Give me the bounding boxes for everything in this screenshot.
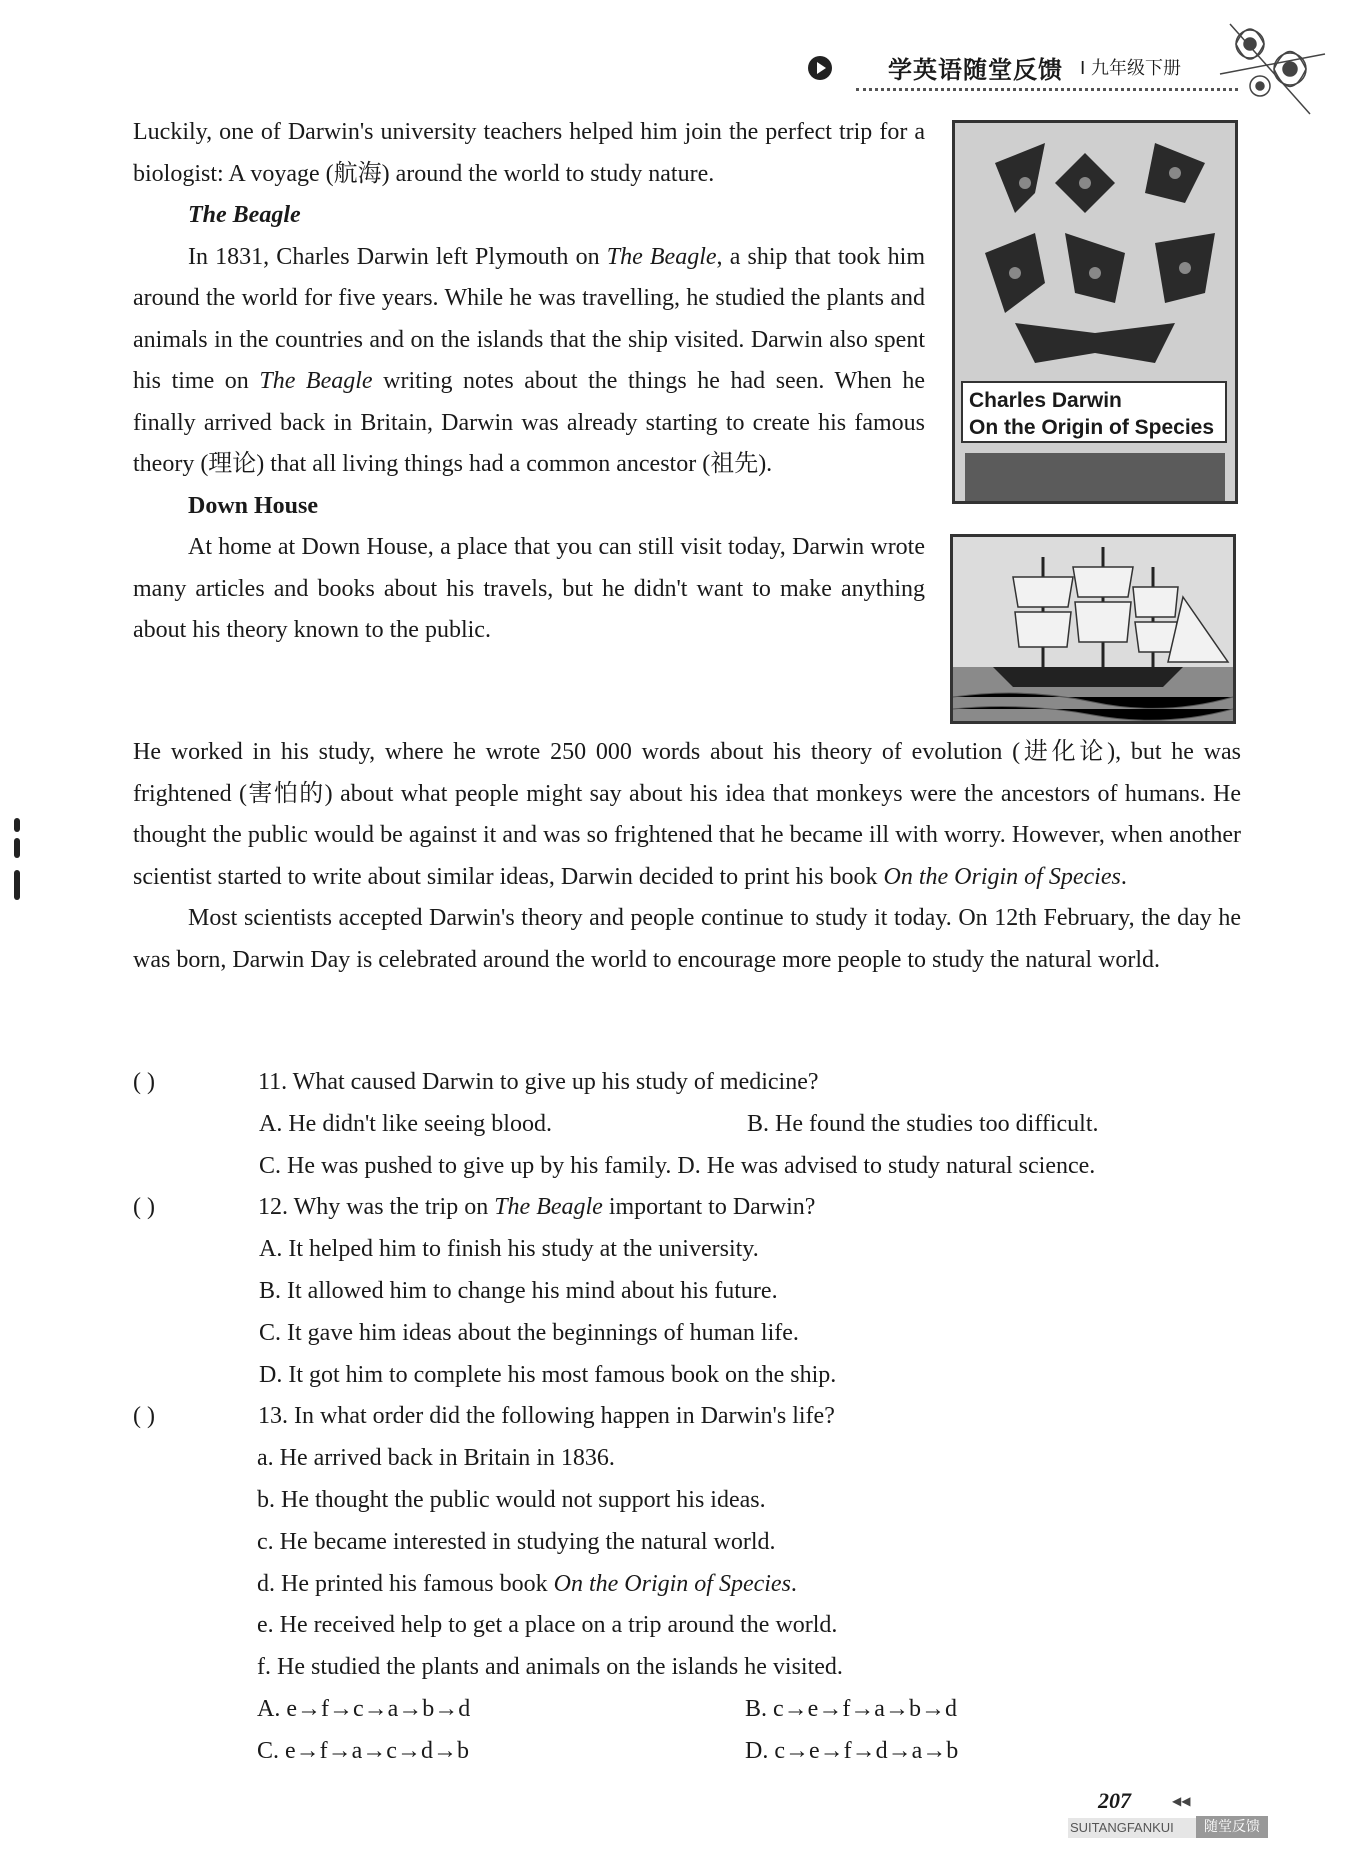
- ship-image: [950, 534, 1236, 724]
- ship-name: The Beagle: [606, 243, 717, 270]
- book-cover-image: [952, 120, 1238, 504]
- paragraph: [133, 732, 1241, 898]
- option-b[interactable]: B. c→e→f→a→b→d: [745, 1695, 957, 1722]
- decorative-flower-icon: [1210, 14, 1330, 124]
- option-a[interactable]: A. It helped him to finish his study at the university.: [259, 1236, 759, 1263]
- options-row: [133, 1146, 1253, 1188]
- margin-mark: [14, 838, 20, 858]
- passage-column-bottom: [133, 732, 1241, 981]
- punctuation: .: [790, 1570, 797, 1597]
- double-arrow-icon: ◀◀: [1172, 1794, 1191, 1808]
- answer-blank[interactable]: ( ): [133, 1069, 155, 1095]
- footer-english: SUITANGFANKUI: [1070, 1820, 1174, 1835]
- question-stem: 13. In what order did the following happen in Darwin's life?: [258, 1403, 835, 1430]
- question-13: [133, 1396, 1253, 1438]
- event-item: f. He studied the plants and animals on the islands he visited.: [257, 1654, 843, 1681]
- page-number: 207: [1098, 1788, 1131, 1813]
- event-item: b. He thought the public would not support his ideas.: [257, 1486, 766, 1513]
- question-12: [133, 1187, 1253, 1229]
- option-c[interactable]: C. It gave him ideas about the beginnings of human life.: [259, 1319, 799, 1346]
- answer-blank[interactable]: ( ): [133, 1403, 155, 1430]
- event-item: [133, 1564, 1253, 1606]
- section-heading-beagle: The Beagle: [188, 202, 301, 228]
- option-c[interactable]: C. e→f→a→c→d→b: [257, 1737, 469, 1764]
- book-title: 学英语随堂反馈: [888, 56, 1063, 84]
- paragraph-text: He worked in his study, where he wrote 250 000 words about his theory of evolution (进化论), but he was frightened (害怕的) about what people might say about his idea that monkeys were the ancestors of humans. He thought the public would be against it and was so frightened that he became ill with worry. However, when another scientist started to write about similar ideas, Darwin decided to print his book: [133, 739, 1241, 890]
- options-row: [133, 1104, 1253, 1146]
- paragraph-text: writing notes about the things he had seen. When he finally arrived back in Britain, Darwin was already starting to create his famous theory (理论) that all living things had a common ancestor (祖先).: [133, 368, 925, 477]
- punctuation: .: [1120, 863, 1127, 890]
- book-title-italic: On the Origin of Species: [553, 1570, 791, 1597]
- ship-name: The Beagle: [259, 368, 373, 394]
- option-b[interactable]: B. It allowed him to change his mind about his future.: [259, 1277, 778, 1304]
- page-header: [808, 48, 1238, 92]
- play-arrow-icon: [808, 56, 832, 80]
- sailing-ship-illustration: [953, 537, 1233, 721]
- margin-mark: [14, 818, 20, 832]
- option-a[interactable]: A. e→f→c→a→b→d: [257, 1695, 471, 1722]
- paragraph: Most scientists accepted Darwin's theory and people continue to study it today. On 12th February, the day he was born, Darwin Day is celebrated around the world to encourage more people to study the natural world.: [133, 905, 1241, 973]
- caption-title: On the Origin of Species: [969, 416, 1215, 439]
- passage-column-top: [133, 112, 925, 652]
- option-d[interactable]: D. He was advised to study natural science.: [677, 1152, 1096, 1179]
- caption-author: Charles Darwin: [969, 389, 1122, 412]
- section-heading-down-house: Down House: [188, 492, 319, 519]
- answer-blank[interactable]: ( ): [133, 1194, 155, 1221]
- image-caption: [961, 381, 1227, 443]
- butterfly-illustration: [955, 123, 1235, 501]
- paragraph-text: , a ship that took him around the world for five years. While he was travelling, he studied the plants and animals in the countries and on the islands that the ship visited. Darwin also spent his time on: [133, 243, 925, 394]
- paragraph: [133, 237, 925, 486]
- event-item: a. He arrived back in Britain in 1836.: [257, 1445, 615, 1472]
- event-item: e. He received help to get a place on a trip around the world.: [257, 1612, 838, 1639]
- option-c[interactable]: C. He was pushed to give up by his family.: [259, 1152, 672, 1179]
- question-stem: important to Darwin?: [602, 1194, 816, 1221]
- margin-mark: [14, 870, 20, 900]
- options-row: [133, 1689, 1253, 1731]
- question-stem: 12. Why was the trip on: [258, 1194, 495, 1221]
- event-text: d. He printed his famous book: [257, 1570, 554, 1597]
- options-row: [133, 1731, 1253, 1773]
- footer-chinese: 随堂反馈: [1196, 1816, 1268, 1838]
- book-subtitle: Ⅰ 九年级下册: [1080, 58, 1182, 79]
- paragraph: Luckily, one of Darwin's university teachers helped him join the perfect trip for a biologist: A voyage (航海) around the world to study nature.: [133, 119, 925, 187]
- option-b[interactable]: B. He found the studies too difficult.: [747, 1110, 1099, 1137]
- event-item: c. He became interested in studying the natural world.: [257, 1528, 776, 1555]
- question-11: [133, 1062, 1253, 1104]
- question-stem: 11. What caused Darwin to give up his study of medicine?: [258, 1069, 819, 1095]
- paragraph-text: In 1831, Charles Darwin left Plymouth on: [188, 243, 607, 270]
- header-dotted-rule: [856, 88, 1238, 91]
- questions-section: [133, 1062, 1253, 1773]
- option-a[interactable]: A. He didn't like seeing blood.: [259, 1110, 552, 1137]
- book-title-italic: On the Origin of Species: [883, 863, 1121, 890]
- paragraph: At home at Down House, a place that you can still visit today, Darwin wrote many articles and books about his travels, but he didn't want to make anything about his theory known to the public.: [133, 534, 925, 643]
- option-d[interactable]: D. It got him to complete his most famous book on the ship.: [259, 1361, 837, 1388]
- option-d[interactable]: D. c→e→f→d→a→b: [745, 1737, 959, 1764]
- ship-name: The Beagle: [494, 1194, 603, 1221]
